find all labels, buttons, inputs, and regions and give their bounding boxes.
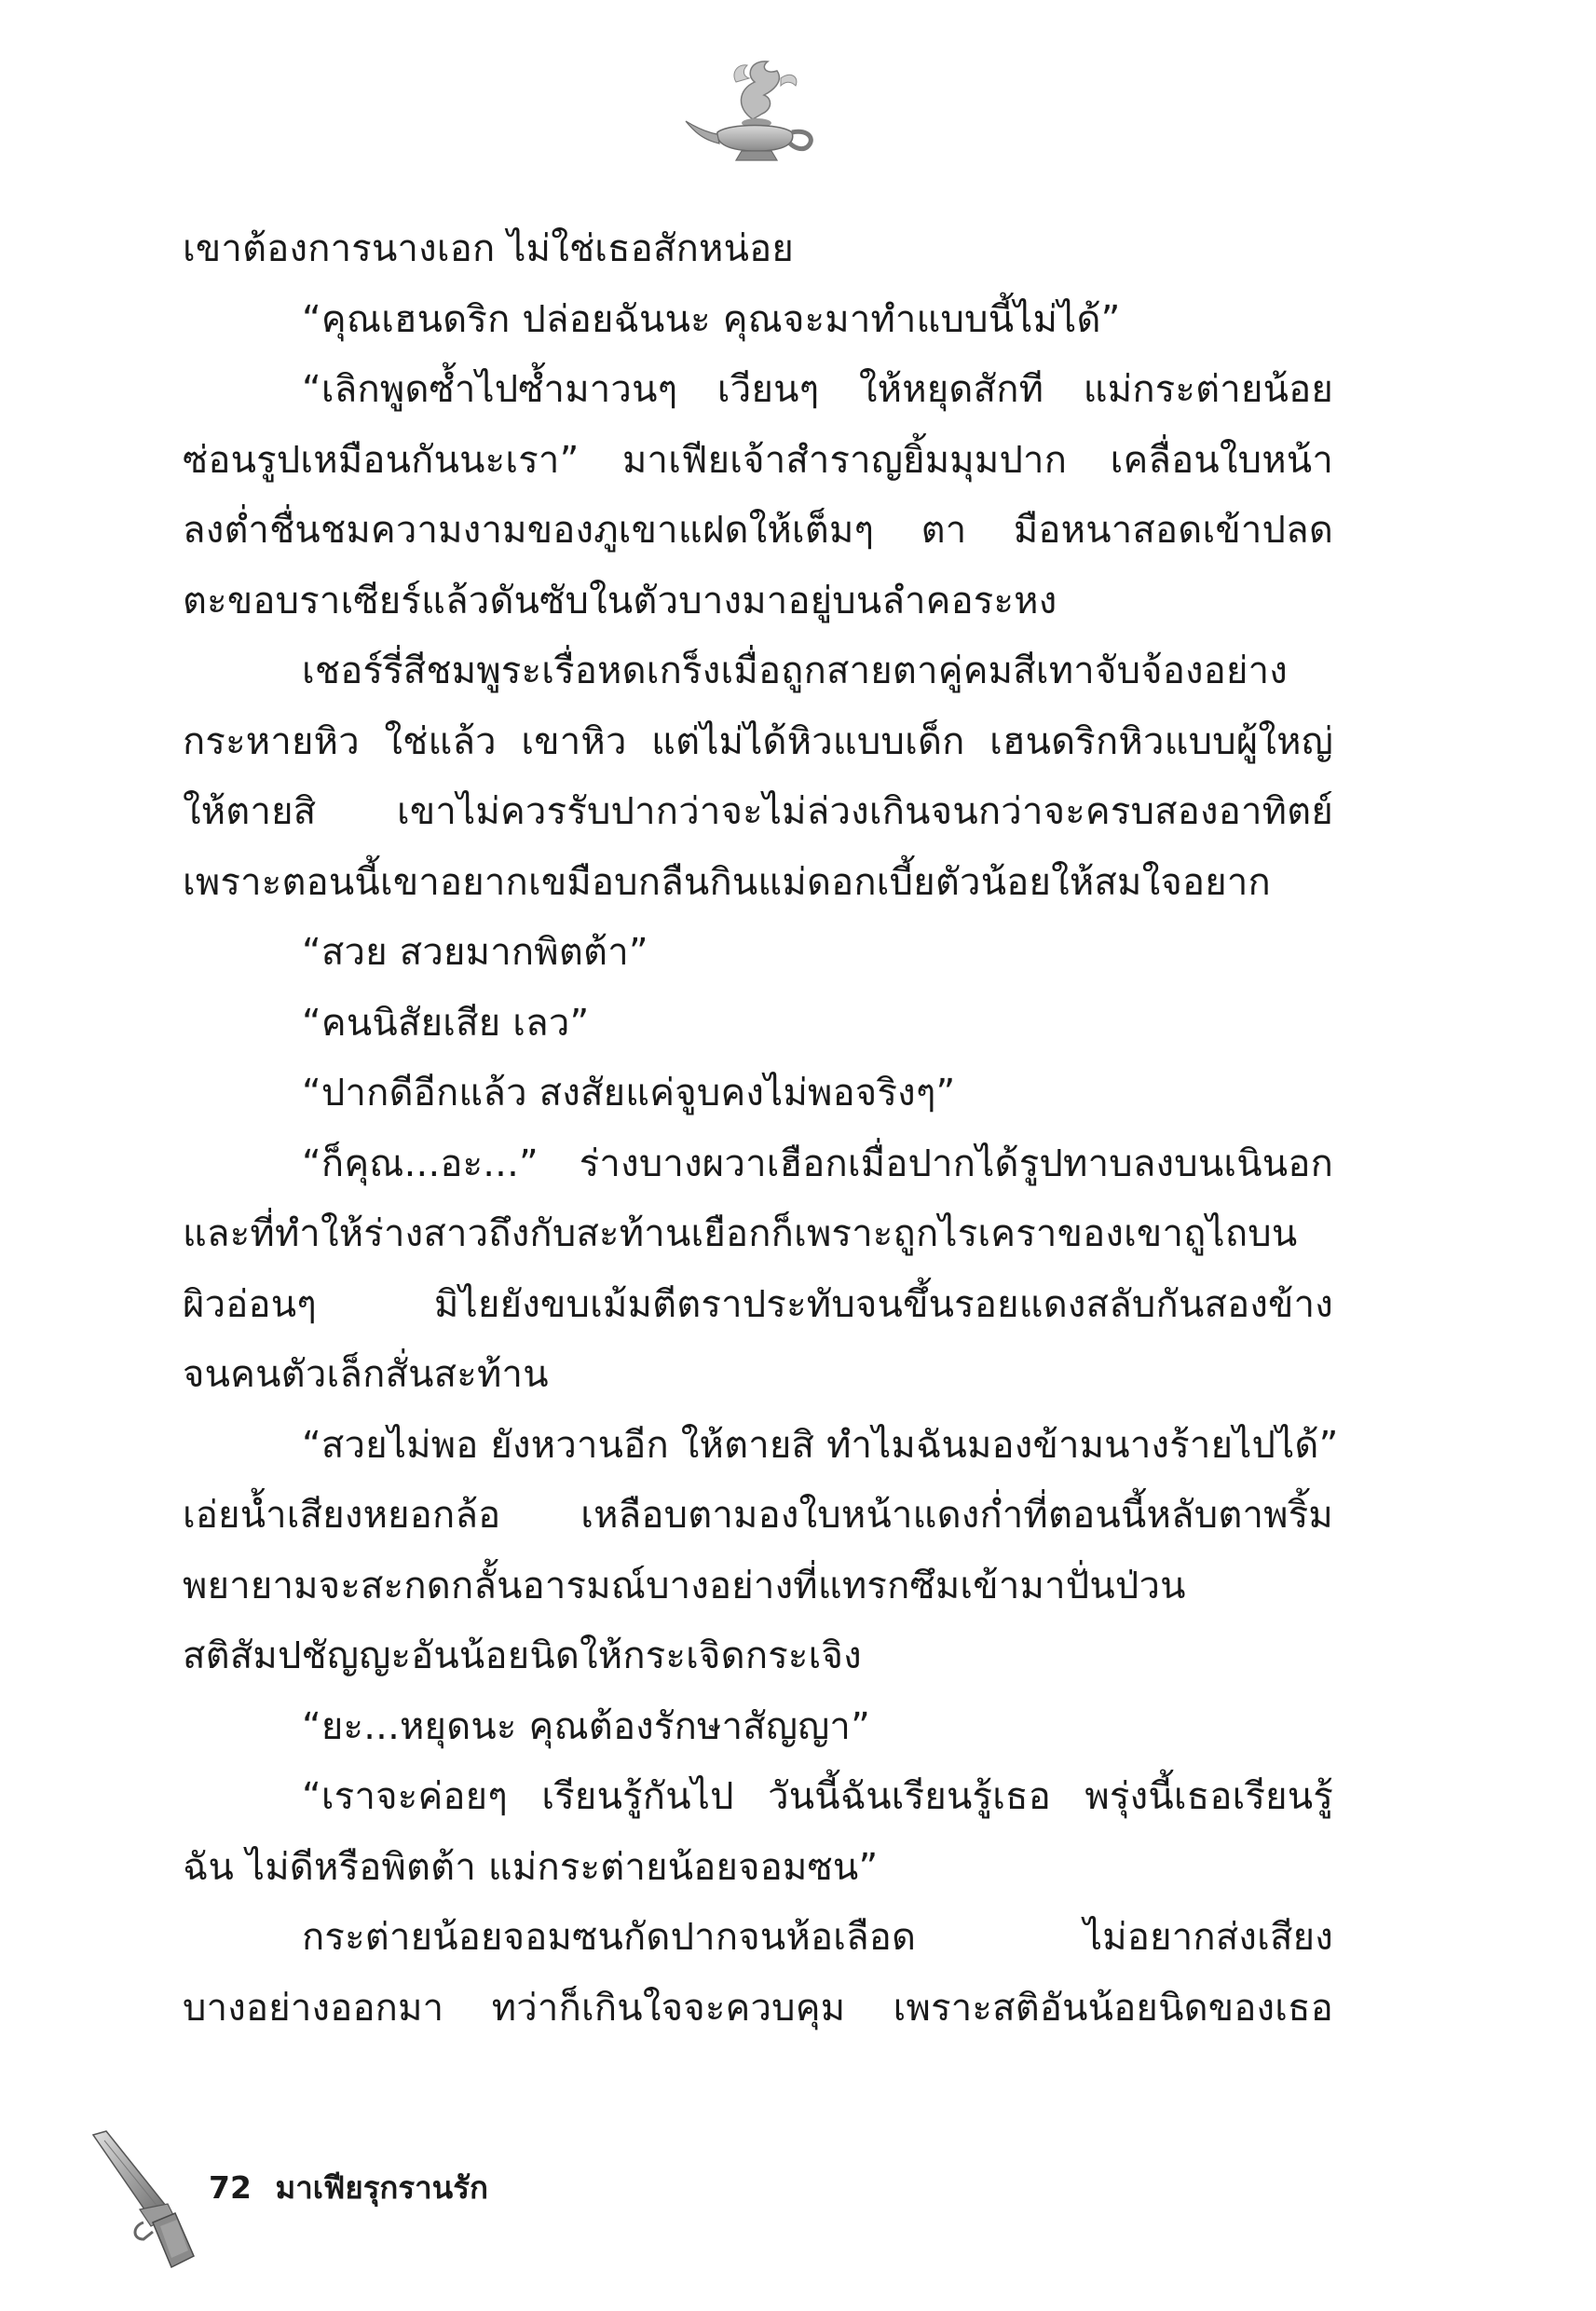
text-line: เขาต้องการนางเอก ไม่ใช่เธอสักหน่อย <box>183 227 795 270</box>
body-text <box>183 214 1339 2044</box>
text-line: จนคนตัวเล็กสั่นสะท้าน <box>183 1353 549 1396</box>
text-line: “ปากดีอีกแล้ว สงสัยแค่จูบคงไม่พอจริงๆ” <box>302 1072 956 1114</box>
book-title: มาเฟียรุกรานรัก <box>275 2169 488 2206</box>
text-line: “เลิกพูดซ้ำไปซ้ำมาวนๆ เวียนๆ ให้หยุดสักที แม่กระต่ายน้อย <box>302 368 1333 411</box>
text-line: “สวย สวยมากพิตต้า” <box>302 931 648 974</box>
text-line: ฉัน ไม่ดีหรือพิตต้า แม่กระต่ายน้อยจอมซน” <box>183 1845 879 1889</box>
text-line: “คุณเฮนดริก ปล่อยฉันนะ คุณจะมาทำแบบนี้ไม่ได้” <box>302 297 1121 341</box>
text-line: เชอร์รี่สีชมพูระเรื่อหดเกร็งเมื่อถูกสายตาคู่คมสีเทาจับจ้องอย่าง <box>302 650 1289 692</box>
text-line: “เราจะค่อยๆ เรียนรู้กันไป วันนี้ฉันเรียนรู้เธอ พรุ่งนี้เธอเรียนรู้ <box>302 1775 1333 1818</box>
text-line: กระหายหิว ใช่แล้ว เขาหิว แต่ไม่ได้หิวแบบเด็ก เฮนดริกหิวแบบผู้ใหญ่ <box>183 719 1333 763</box>
text-line: และที่ทำให้ร่างสาวถึงกับสะท้านเยือกก็เพราะถูกไรเคราของเขาถูไถบน <box>183 1212 1298 1255</box>
text-line: “ก็คุณ...อะ...” ร่างบางผวาเฮือกเมื่อปากได้รูปทาบลงบนเนินอก <box>302 1142 1333 1185</box>
text-line: เอ่ยน้ำเสียงหยอกล้อ เหลือบตามองใบหน้าแดงก่ำที่ตอนนี้หลับตาพริ้ม <box>183 1494 1333 1537</box>
magic-lamp-icon <box>680 54 829 166</box>
text-line: กระต่ายน้อยจอมซนกัดปากจนห้อเลือด ไม่อยากส่งเสียง <box>302 1916 1333 1959</box>
text-line: พยายามจะสะกดกลั้นอารมณ์บางอย่างที่แทรกซึมเข้ามาปั่นป่วน <box>183 1564 1186 1607</box>
text-line: ให้ตายสิ เขาไม่ควรรับปากว่าจะไม่ล่วงเกินจนกว่าจะครบสองอาทิตย์ <box>183 790 1333 833</box>
text-line: ซ่อนรูปเหมือนกันนะเรา” มาเฟียเจ้าสำราญยิ้มมุมปาก เคลื่อนใบหน้า <box>183 438 1333 482</box>
page-footer <box>209 2162 488 2214</box>
text-line: “คนนิสัยเสีย เลว” <box>302 1001 590 1045</box>
text-line: “ยะ...หยุดนะ คุณต้องรักษาสัญญา” <box>302 1704 871 1748</box>
pistol-icon <box>86 2129 198 2269</box>
text-line: เพราะตอนนี้เขาอยากเขมือบกลืนกินแม่ดอกเบี้ยตัวน้อยให้สมใจอยาก <box>183 860 1271 904</box>
text-line: ลงต่ำชื่นชมความงามของภูเขาแฝดให้เต็มๆ ตา มือหนาสอดเข้าปลด <box>183 509 1333 552</box>
text-line: “สวยไม่พอ ยังหวานอีก ให้ตายสิ ทำไมฉันมองข้ามนางร้ายไปได้” <box>302 1423 1339 1467</box>
text-line: ผิวอ่อนๆ มิไยยังขบเม้มตีตราประทับจนขึ้นรอยแดงสลับกันสองข้าง <box>183 1282 1333 1326</box>
text-line: ตะขอบราเซียร์แล้วดันซับในตัวบางมาอยู่บนลำคอระหง <box>183 579 1057 622</box>
text-line: สติสัมปชัญญะอันน้อยนิดให้กระเจิดกระเจิง <box>183 1634 862 1677</box>
text-line: บางอย่างออกมา ทว่าก็เกินใจจะควบคุม เพราะสติอันน้อยนิดของเธอ <box>183 1986 1333 2030</box>
page-number: 72 <box>209 2169 252 2206</box>
